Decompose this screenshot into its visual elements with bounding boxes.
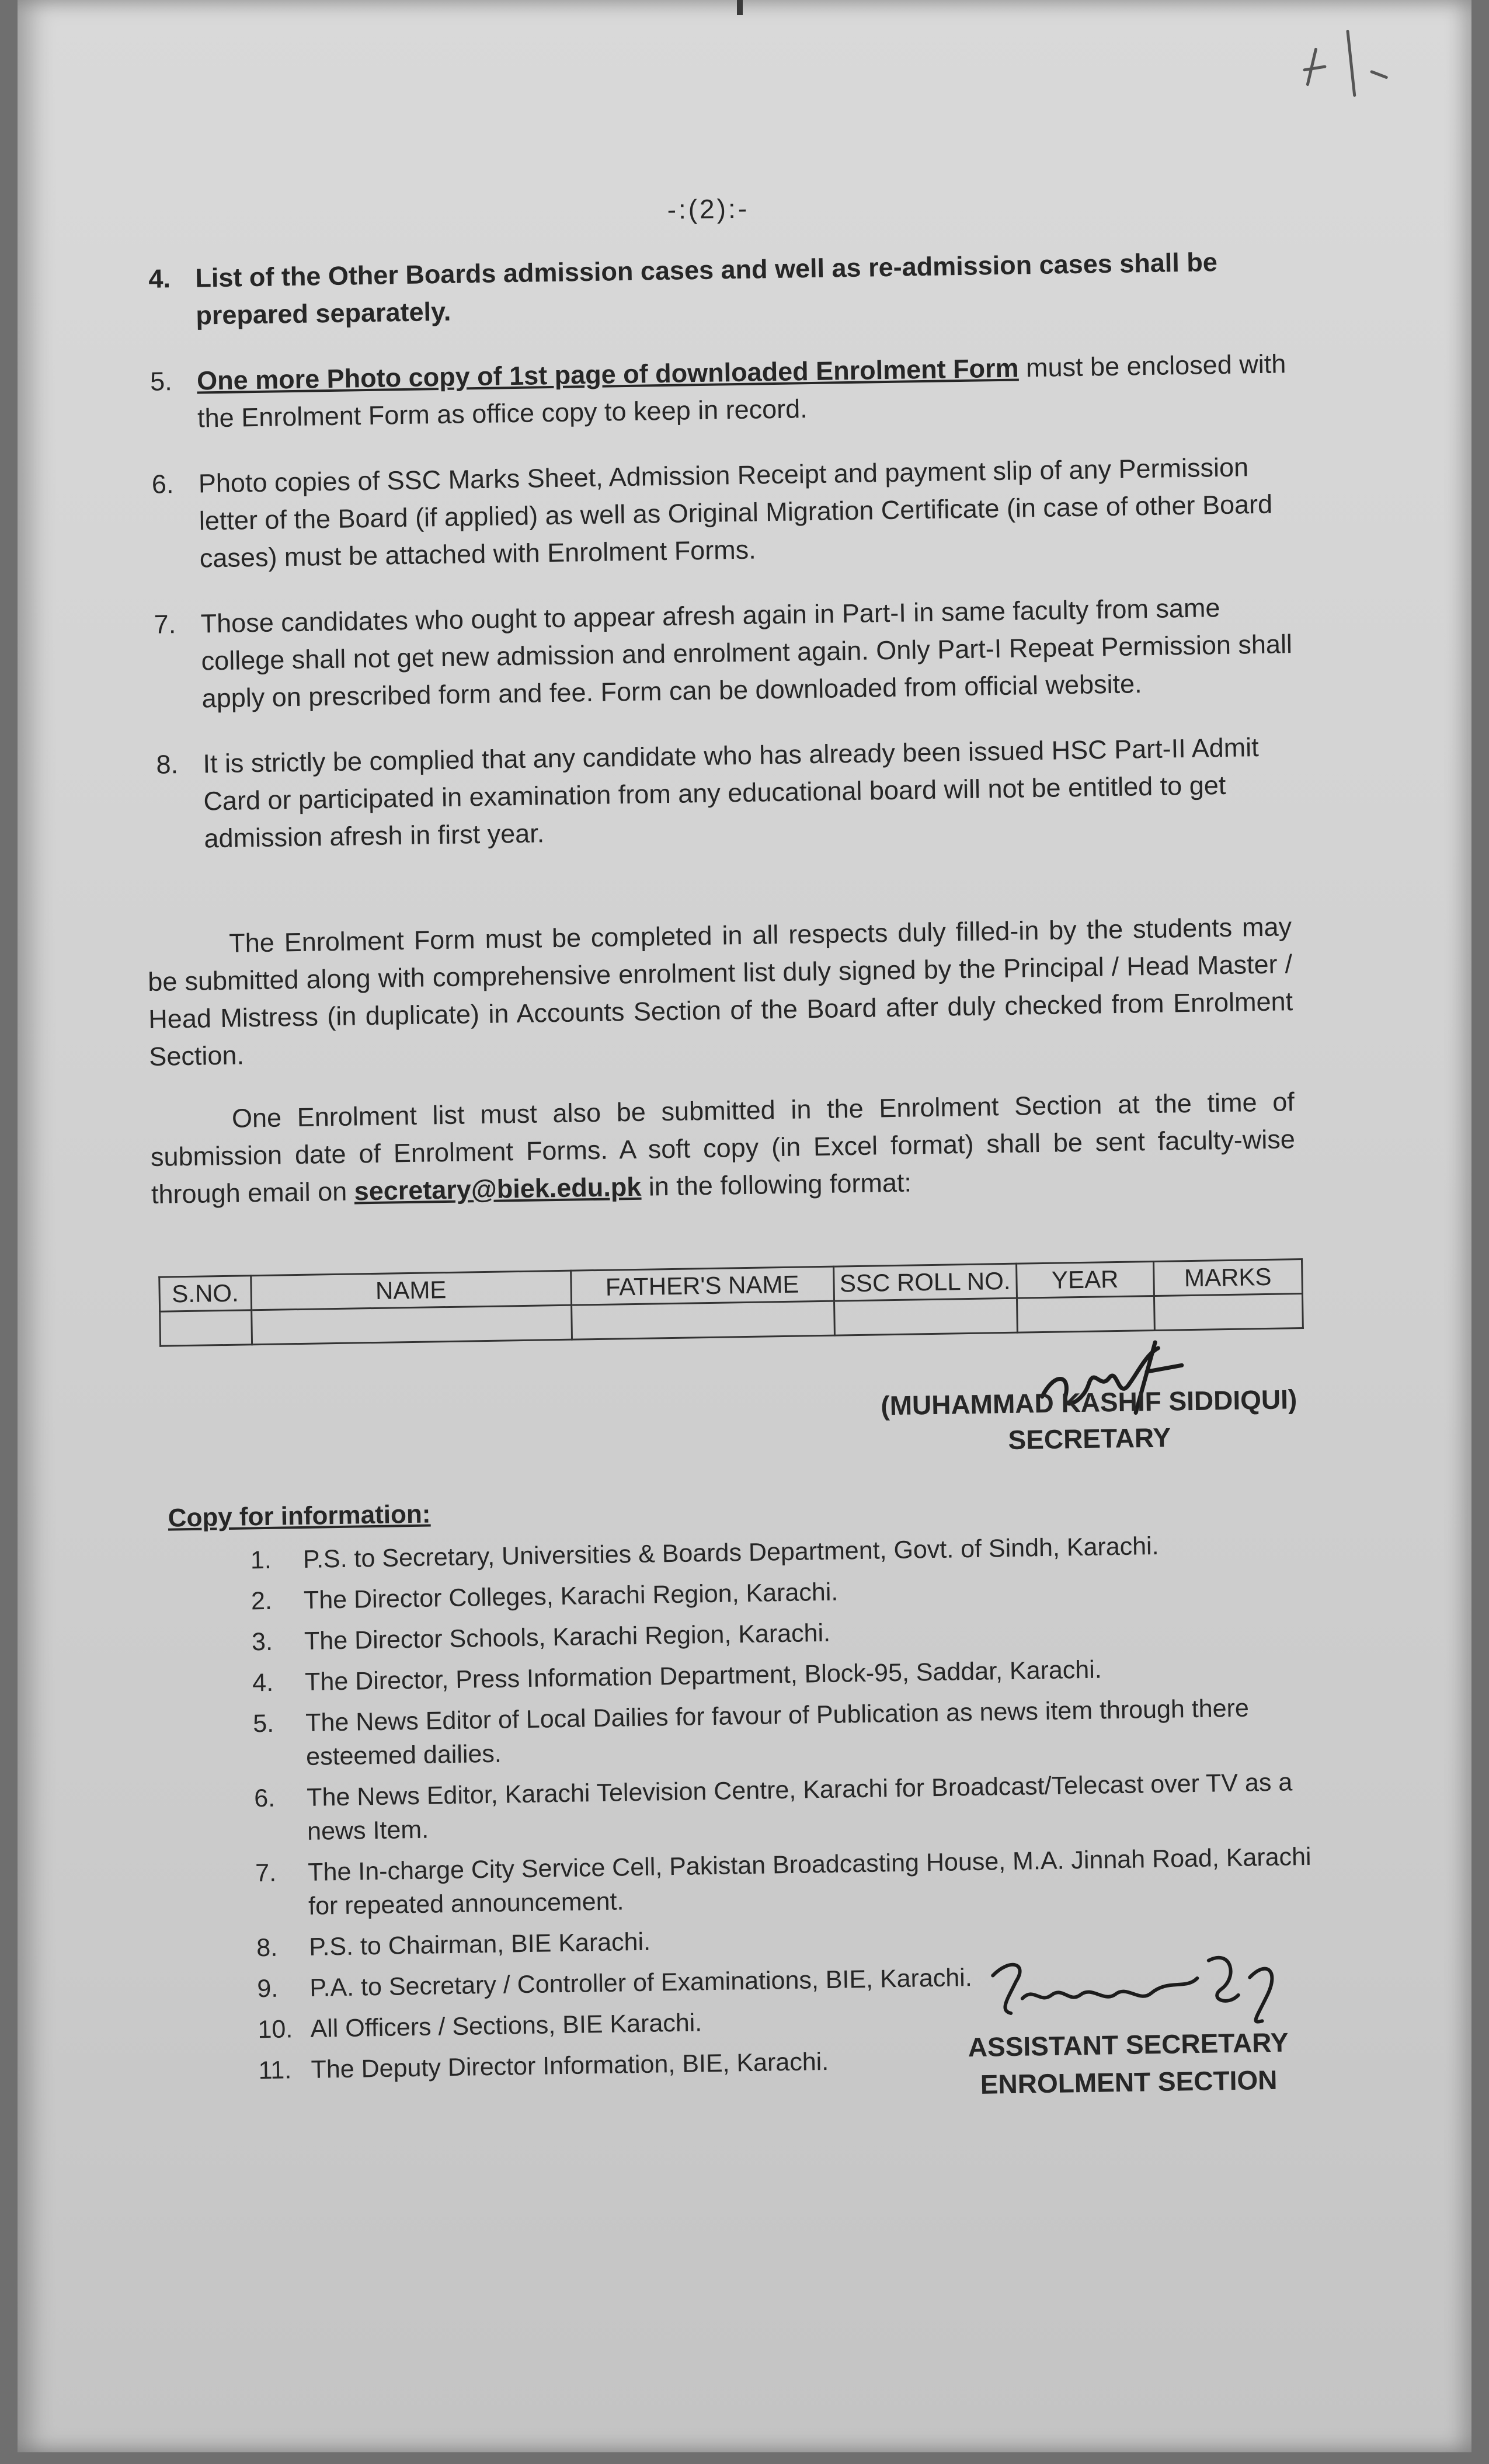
item-text: P.S. to Secretary, Universities & Boards Department, Govt. of Sindh, Karachi. (302, 1532, 1159, 1574)
table-cell (160, 1310, 252, 1346)
item-text: List of the Other Boards admission cases and well as re-admission cases shall be prepared separately. (194, 247, 1218, 330)
list-item (154, 588, 1294, 718)
signatory-block (867, 1381, 1311, 1460)
paragraph-text: in the following format: (641, 1167, 912, 1202)
instruction-list (148, 242, 1297, 886)
item-underlined-text: One more Photo copy of 1st page of downloaded Enrolment Form (196, 353, 1019, 396)
column-header: MARKS (1153, 1259, 1302, 1296)
item-number: 6. (151, 469, 174, 499)
table-cell (571, 1301, 834, 1339)
item-number: 9. (257, 1974, 279, 2003)
item-number: 5. (149, 366, 173, 396)
item-text: The Deputy Director Information, BIE, Karachi. (311, 2047, 829, 2084)
item-number: 11. (258, 2056, 292, 2085)
item-text: All Officers / Sections, BIE Karachi. (310, 2009, 702, 2043)
item-text: must be enclosed with the Enrolment Form as office copy to keep in record. (197, 349, 1286, 433)
list-item (150, 345, 1290, 438)
item-text: The News Editor, Karachi Television Centre, Karachi for Broadcast/Telecast over TV as a news Item. (306, 1768, 1293, 1846)
item-text: It is strictly be complied that any candidate who has already been issued HSC Part-II Admit Card or participated in examination from any educational board will not be entitled to get admission afresh in first year. (203, 732, 1260, 854)
table-cell (251, 1305, 572, 1345)
table-cell (1154, 1294, 1303, 1331)
table-cell (834, 1298, 1017, 1335)
item-text: The Director Schools, Karachi Region, Karachi. (304, 1619, 831, 1655)
signatory-title: SECRETARY (1008, 1422, 1171, 1455)
item-text: The Director Colleges, Karachi Region, Karachi. (303, 1578, 839, 1614)
item-number: 4. (252, 1668, 274, 1697)
column-header: S.NO. (159, 1276, 251, 1311)
handwritten-mark (1283, 13, 1401, 108)
item-text: Photo copies of SSC Marks Sheet, Admission Receipt and payment slip of any Permission letter of the Board (if applied) as well as Original Migration Certificate (in case of other Board cases) must be attached with Enrolment Forms. (198, 452, 1273, 573)
paragraph-enrolment-list (150, 1083, 1296, 1213)
item-number: 6. (253, 1784, 276, 1813)
assistant-secretary-block (947, 2023, 1310, 2104)
item-number: 1. (250, 1546, 272, 1575)
item-number: 8. (156, 749, 179, 779)
item-text: P.S. to Chairman, BIE Karachi. (308, 1927, 651, 1961)
item-number: 7. (154, 609, 176, 639)
item-text: Those candidates who ought to appear afresh again in Part-I in same faculty from same college shall not get new admission and enrolment again. Only Part-I Repeat Permission shall apply on prescribed form and fee. Form can be downloaded from official website. (200, 593, 1293, 714)
column-header: YEAR (1016, 1262, 1154, 1299)
list-item (255, 1839, 1337, 1924)
paragraph-text: One Enrolment list must also be submitted in the Enrolment Section at the time of submission date of Enrolment Forms. A soft copy (in Excel format) shall be sent faculty-wise through email on (150, 1087, 1296, 1209)
copy-heading: Copy for information: (168, 1499, 431, 1533)
signatory-title-line1: ASSISTANT SECRETARY (968, 2027, 1289, 2063)
page-number: -:(2):- (667, 193, 750, 225)
email-link[interactable]: secretary@biek.edu.pk (354, 1171, 642, 1206)
item-number: 3. (251, 1627, 273, 1656)
signatory-name: (MUHAMMAD KASHIF SIDDIQUI) (880, 1384, 1297, 1421)
list-item (156, 728, 1296, 858)
paragraph-enrolment-form: The Enrolment Form must be completed in all respects duly filled-in by the students may be submitted along with comprehensive enrolment list duly signed by the Principal / Head Master / Head Mistress (in duplicate) in Accounts Section of the Board after duly checked from Enrolment Section. (147, 911, 1293, 1071)
list-item (151, 448, 1292, 578)
signatory-title-line2: ENROLMENT SECTION (980, 2064, 1278, 2100)
list-item (253, 1690, 1334, 1774)
column-header: NAME (251, 1271, 571, 1310)
item-text: P.A. to Secretary / Controller of Examinations, BIE, Karachi. (309, 1964, 973, 2002)
item-number: 5. (252, 1709, 274, 1738)
item-text: The In-charge City Service Cell, Pakistan Broadcasting House, M.A. Jinnah Road, Karachi for repeated announcement. (307, 1842, 1311, 1920)
list-item (254, 1765, 1335, 1849)
item-text: The News Editor of Local Dailies for favour of Publication as news item through there esteemed dailies. (305, 1694, 1250, 1771)
column-header: SSC ROLL NO. (833, 1264, 1017, 1301)
item-number: 4. (148, 263, 171, 294)
item-number: 2. (251, 1586, 273, 1616)
list-item (148, 242, 1288, 335)
item-number: 8. (256, 1933, 278, 1962)
item-number: 10. (258, 2015, 293, 2044)
column-header: FATHER'S NAME (570, 1266, 834, 1305)
table-cell (1017, 1296, 1154, 1333)
item-text: The Director, Press Information Department, Block-95, Saddar, Karachi. (304, 1655, 1102, 1696)
signature-assistant-secretary (975, 1935, 1338, 2028)
item-number: 7. (255, 1859, 277, 1888)
